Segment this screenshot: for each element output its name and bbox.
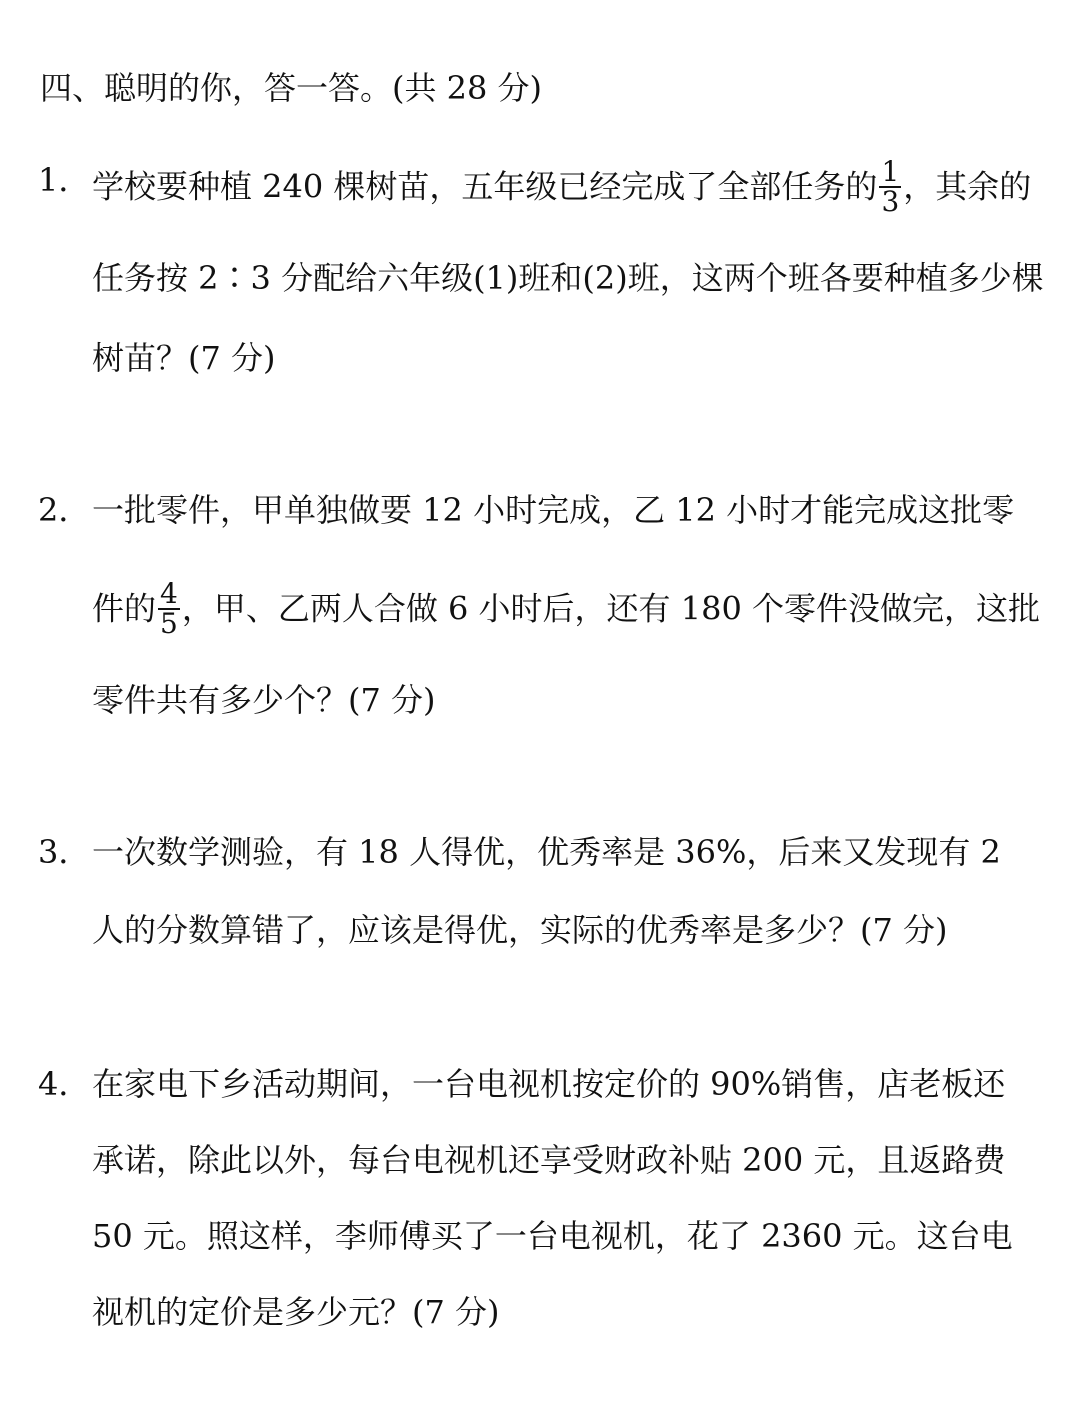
question-2-line-3: 零件共有多少个？(7 分) [92,681,436,719]
question-3-line-2: 人的分数算错了，应该是得优，实际的优秀率是多少？(7 分) [92,911,948,949]
question-4-line-3: 50 元。照这样，李师傅买了一台电视机，花了 2360 元。这台电 [92,1217,1013,1255]
question-4-line-4: 视机的定价是多少元？(7 分) [92,1293,500,1331]
question-1-line-1 [92,155,1032,218]
fraction-numerator: 4 [160,577,178,610]
question-1-line-3: 树苗？(7 分) [92,339,276,377]
question-3-line-1: 一次数学测验，有 18 人得优，优秀率是 36%，后来又发现有 2 [92,833,1001,871]
fraction-denominator: 5 [160,607,178,640]
question-4-line-2: 承诺，除此以外，每台电视机还享受财政补贴 200 元，且返路费 [92,1141,1006,1179]
question-1-line-2: 任务按 2∶3 分配给六年级(1)班和(2)班，这两个班各要种植多少棵 [92,259,1044,297]
question-2-text-after-fraction: ，甲、乙两人合做 6 小时后，还有 180 个零件没做完，这批 [181,589,1040,628]
section-title: 四、聪明的你，答一答。(共 28 分) [40,69,543,107]
question-2-fraction [158,577,180,640]
question-2-text-before-fraction: 件的 [92,589,157,628]
question-3-number: 3． [38,833,91,871]
question-1-text-before-fraction: 学校要种植 240 棵树苗，五年级已经完成了全部任务的 [92,167,878,206]
question-1-text-after-fraction: ，其余的 [903,167,1032,206]
fraction-denominator: 3 [881,185,900,218]
question-2-number: 2． [38,491,91,529]
question-4-number: 4． [38,1065,91,1103]
question-2-line-2 [92,577,1040,640]
question-1-fraction [879,155,901,218]
question-4-line-1: 在家电下乡活动期间，一台电视机按定价的 90%销售，店老板还 [92,1065,1006,1103]
question-2-line-1: 一批零件，甲单独做要 12 小时完成，乙 12 小时才能完成这批零 [92,491,1015,529]
fraction-numerator: 1 [881,155,900,188]
question-1-number: 1． [38,161,91,199]
